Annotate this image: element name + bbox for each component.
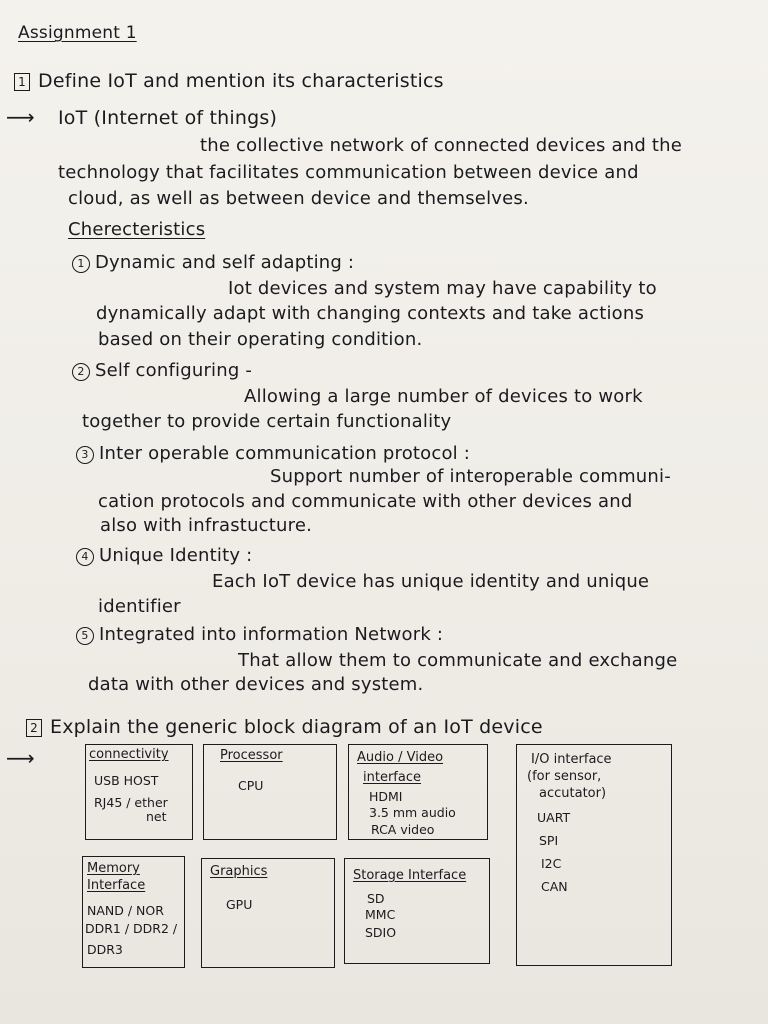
characteristic-text: based on their operating condition. (98, 329, 423, 350)
iot-answer-lead: IoT (Internet of things) (58, 107, 278, 129)
block-title: Graphics (210, 864, 268, 879)
question-1 (14, 70, 444, 92)
block-item: 3.5 mm audio (369, 805, 456, 820)
block-title: Storage Interface (353, 868, 467, 883)
item-number-circle: 3 (76, 446, 94, 464)
block-title: Processor (220, 748, 283, 763)
memory-interface-block (82, 856, 185, 968)
block-title: connectivity (89, 747, 169, 762)
block-item: net (146, 809, 167, 824)
block-title: accutator) (539, 786, 607, 801)
definition-line: technology that facilitates communication between device and (58, 162, 639, 183)
characteristic-text: data with other devices and system. (88, 674, 424, 695)
definition-line: the collective network of connected devices and the (200, 135, 683, 156)
arrow-icon: ⟶ (6, 105, 35, 129)
block-title: Memory (87, 861, 140, 876)
block-item: SDIO (365, 925, 397, 940)
connectivity-block (85, 744, 193, 840)
graphics-block (201, 858, 335, 968)
characteristic-title: 2 Self configuring - (72, 360, 252, 382)
characteristic-text: dynamically adapt with changing contexts and take actions (96, 303, 645, 324)
characteristic-text: together to provide certain functionality (82, 411, 452, 432)
io-interface-block (516, 744, 672, 966)
assignment-title: Assignment 1 (18, 23, 137, 43)
block-item: SD (367, 891, 385, 906)
block-item: I2C (541, 856, 562, 871)
question-number-box: 1 (14, 73, 30, 91)
block-item: RJ45 / ether (94, 795, 168, 810)
characteristic-text: Iot devices and system may have capability to (228, 278, 657, 299)
characteristic-title: 5 Integrated into information Network : (76, 624, 443, 646)
arrow-icon: ⟶ (6, 746, 35, 770)
item-number-circle: 4 (76, 548, 94, 566)
block-title: Interface (87, 878, 146, 893)
definition-line: cloud, as well as between device and themselves. (68, 188, 529, 209)
block-item: SPI (539, 833, 559, 848)
block-title: interface (363, 770, 421, 785)
characteristic-title: 1 Dynamic and self adapting : (72, 252, 354, 274)
block-item: RCA video (371, 822, 435, 837)
characteristic-title: 3 Inter operable communication protocol : (76, 443, 470, 465)
block-item: DDR3 (87, 942, 123, 957)
block-item: USB HOST (94, 773, 159, 788)
block-item: MMC (365, 907, 396, 922)
characteristic-text: also with infrastucture. (100, 515, 313, 536)
block-title: (for sensor, (527, 769, 602, 784)
characteristics-heading: Cherecteristics (68, 219, 206, 240)
block-title: I/O interface (531, 752, 612, 767)
characteristic-text: Allowing a large number of devices to work (244, 386, 643, 407)
block-item: CPU (238, 778, 264, 793)
item-number-circle: 1 (72, 255, 90, 273)
characteristic-text: cation protocols and communicate with other devices and (98, 491, 633, 512)
processor-block (203, 744, 337, 840)
item-number-circle: 2 (72, 363, 90, 381)
block-item: UART (537, 810, 571, 825)
characteristic-text: Support number of interoperable communi- (270, 466, 671, 487)
characteristic-title: 4 Unique Identity : (76, 545, 252, 567)
block-item: CAN (541, 879, 568, 894)
question-2 (26, 716, 543, 738)
item-number-circle: 5 (76, 627, 94, 645)
block-item: GPU (226, 897, 253, 912)
block-title: Audio / Video (357, 750, 444, 765)
storage-interface-block (344, 858, 490, 964)
characteristic-text: identifier (98, 596, 181, 617)
block-item: DDR1 / DDR2 / (85, 921, 178, 936)
question-2-text: Explain the generic block diagram of an IoT device (50, 716, 543, 738)
characteristic-text: That allow them to communicate and exchange (238, 650, 678, 671)
block-item: HDMI (369, 789, 403, 804)
audio-video-interface-block (348, 744, 488, 840)
block-item: NAND / NOR (87, 903, 164, 918)
question-number-box: 2 (26, 719, 42, 737)
characteristic-text: Each IoT device has unique identity and unique (212, 571, 650, 592)
question-1-text: Define IoT and mention its characteristics (38, 70, 444, 92)
